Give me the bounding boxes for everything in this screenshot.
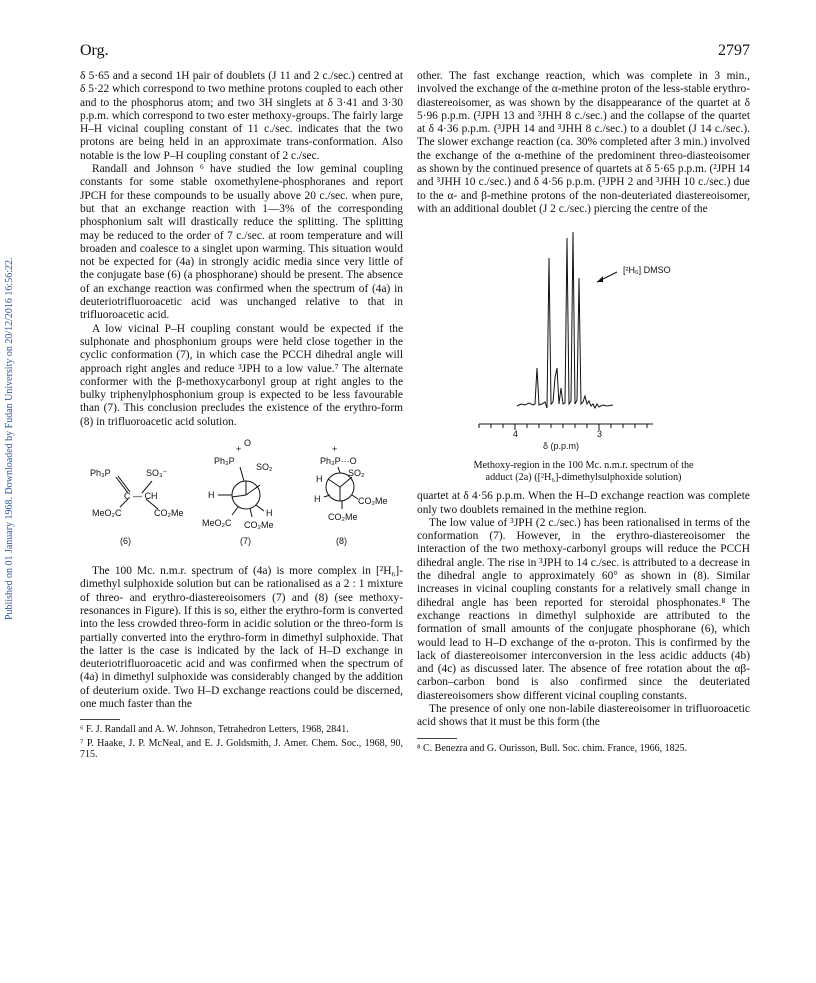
struct7-so2: SO₂ <box>256 462 273 473</box>
struct7-co2me: CO₂Me <box>244 520 274 531</box>
footnote: ⁶ F. J. Randall and A. W. Johnson, Tetrahedron Letters, 1968, 2841. <box>80 724 349 736</box>
struct6-label: (6) <box>120 536 131 547</box>
chemical-structures <box>80 437 403 559</box>
figure-caption <box>427 460 740 484</box>
struct7-o: O <box>244 438 252 449</box>
footnote-rule <box>80 719 120 720</box>
struct6-ch: C — CH <box>124 491 158 502</box>
caption-line: Methoxy-region in the 100 Mc. n.m.r. spectrum of the <box>473 460 694 472</box>
struct8-co2me-right: CO₂Me <box>358 496 388 507</box>
annotation-arrowhead <box>597 276 603 282</box>
paragraph: The 100 Mc. n.m.r. spectrum of (4a) is more complex in [²H₆]-dimethyl sulphoxide solution but can be rationalised as a 2 : 1 mixture of threo- and erythro-diastereoisomers (7) and (8) (see methoxy-resonances in Figure). If this is so, either the erythro-form is converted into the less crowded threo-form in acidic solution or the threo-form is partially converted into the erythro-form in dimethyl sulphoxide. That the latter is the case is indicated by the lack of H–D exchange in deuteriotrifluoroacetic acid and was confirmed when the spectrum of (4a) in dimethyl sulphoxide was considerably changed by the addition of deuterium oxide. Two H–D exchange reactions could be discerned, one much faster than the <box>80 565 403 710</box>
dmso-annotation: [²H₆] DMSO <box>623 265 671 276</box>
footnote: ⁷ P. Haake, J. P. McNeal, and E. J. Goldsmith, J. Amer. Chem. Soc., 1968, 90, 715. <box>80 737 403 761</box>
struct6-ph3p: Ph₃P <box>90 468 111 479</box>
struct7-meo2c: MeO₂C <box>202 518 232 529</box>
nmr-figure <box>417 218 750 458</box>
paragraph: δ 5·65 and a second 1H pair of doublets (J 11 and 2 c./sec.) centred at δ 5·22 which correspond to two methine protons coupled to each other and to the phosphorus atom; and two 3H singlets at δ 3·41 and 3·30 p.p.m. which correspond to two ester methoxy-groups. The fairly large H–H vicinal coupling constant of 11 c./sec. indicates that the two protons are being held in an approximate trans-conformation. Also notable is the low P–H coupling constant of 2 c./sec. <box>80 70 403 162</box>
caption-line: adduct (2a) ([²H₆]-dimethylsulphoxide solution) <box>485 472 682 484</box>
left-column <box>80 70 403 761</box>
struct6-co2me: CO₂Me <box>154 508 184 519</box>
struct7-h2: H <box>266 508 273 519</box>
struct6-so3: SO₃⁻ <box>146 468 168 479</box>
struct6-meo2c: MeO₂C <box>92 508 122 519</box>
struct8-so2: SO₂ <box>348 468 365 479</box>
struct8-label: (8) <box>336 536 347 547</box>
paragraph: quartet at δ 4·56 p.p.m. When the H–D exchange reaction was complete only two doublets remained in the methine region. <box>417 490 750 516</box>
struct8-h1: H <box>316 474 323 485</box>
right-column <box>417 70 750 754</box>
paragraph: A low vicinal P–H coupling constant would be expected if the sulphonate and phosphonium groups were held close together in the cyclic conformation (7), in which case the PCCH dihedral angle will approach right angles and reduce ³JPH to a low value.⁷ The alternate conformer with the β-methoxycarbonyl group at right angles to the bulky triphenylphosphonium group is expected to be less favourable than (7). This conclusion precludes the existence of the erythro-form (8) in trifluoroacetic acid solution. <box>80 322 403 428</box>
struct8-ph3p: Ph₃P···O <box>320 456 357 467</box>
struct7-h1: H <box>208 490 215 501</box>
struct8-h2: H <box>314 494 321 505</box>
footnote-rule <box>417 738 457 739</box>
x-axis-ticks <box>479 424 647 430</box>
x-axis-label: δ (p.p.m) <box>543 441 580 452</box>
struct8-plus: + <box>332 444 338 455</box>
struct7-label: (7) <box>240 536 251 547</box>
paragraph: Randall and Johnson ⁶ have studied the low geminal coupling constants for some stable oxomethylene-phosphoranes and report JPCH for these compounds to be usually above 20 c./sec. when pure, but that an exchange reaction with 1—3% of the corresponding phosphonium salt will drastically reduce the splitting. The splitting may be reduced to the order of 7 c./sec. at room temperature and will broaden and coalesce to a singlet upon warming. This situation would not be expected for (4a) in strongly acidic media since very little of the conjugate base (6) (a phosphorane) should be present. The absence of an exchange reaction was confirmed when the spectrum of (4a) in deuteriotrifluoroacetic acid was unchanged relative to that in trifluoroacetic acid. <box>80 163 403 322</box>
journal-header: Org. <box>80 42 109 59</box>
paragraph: The low value of ³JPH (2 c./sec.) has been rationalised in terms of the conformation (7). However, in the erythro-diastereoisomer the interaction of the two methoxy-carbonyl groups will reduce the PCCH dihedral angle. The rise in ³JPH to 14 c./sec. is attributed to a decrease in the dihedral angle to approximately 60° as shown in (8). Similar increases in vicinal coupling constants for a relatively small change in dihedral angle has been reported for steroidal phosphonates.⁸ The exchange reactions in dimethyl sulphoxide are attributed to the formation of small amounts of the conjugate phosphorane (6), which would lead to H–D exchange of the α-proton. This is confirmed by the lack of diastereoisomer interconversion in the less acidic adducts (4b) and (4c) as discussed later. The absence of free rotation about the αβ-carbon–carbon bond is also confirmed since the deuteriated diastereoisomers show different vicinal coupling constants. <box>417 516 750 702</box>
paragraph: The presence of only one non-labile diastereoisomer in trifluoroacetic acid shows that it must be this form (the <box>417 703 750 729</box>
tick-label: 4 <box>513 429 519 440</box>
download-watermark: Published on 01 January 1968. Downloaded by Fudan University on 20/12/2016 16:56:22. <box>4 257 15 620</box>
nmr-spectrum <box>417 218 750 458</box>
tick-label: 3 <box>597 429 603 440</box>
page-number: 2797 <box>718 42 750 59</box>
struct7-plus: + <box>236 444 242 455</box>
struct8-co2me-bottom: CO₂Me <box>328 512 358 523</box>
struct7-ph3p: Ph₃P <box>214 456 235 467</box>
footnote: ⁸ C. Benezra and G. Ourisson, Bull. Soc. chim. France, 1966, 1825. <box>417 742 688 754</box>
paragraph: other. The fast exchange reaction, which was complete in 3 min., involved the exchange of the α-methine proton of the less-stable erythro-diastereoisomer, as was shown by the disappearance of the quartet at δ 5·96 p.p.m. (²JPH 13 and ³JHH 8 c./sec.) and the collapse of the quartet at δ 4·36 p.p.m. (³JPH 14 and ³JHH 8 c./sec.) to a doublet (J 14 c./sec.). The slower exchange reaction (ca. 30% completed after 3 min.) involved the exchange of the α-methine of the predominent threo-diasteoisomer as shown by the continued presence of quartets at δ 5·65 p.p.m. (²JPH 14 and ³JHH 10 c./sec.) and δ 4·56 p.p.m. (³JPH 2 and ³JHH 10 c./sec.) due to the α- and β-methine protons of the non-deuteriated diastereoisomer, with an additional doublet (J 2 c./sec.) piercing the centre of the <box>417 70 750 215</box>
spectrum-trace <box>517 232 613 408</box>
